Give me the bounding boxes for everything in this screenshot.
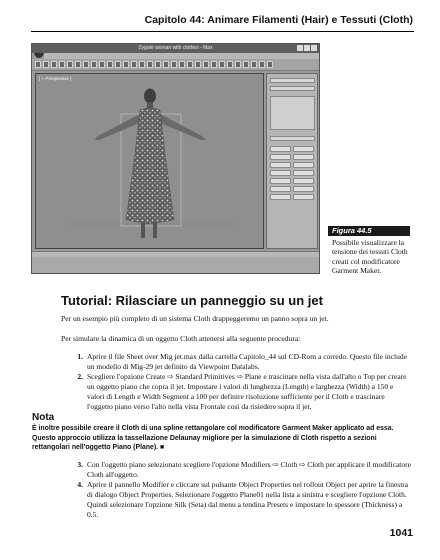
figure-screenshot: [31, 43, 320, 274]
step-number: 2.: [77, 371, 83, 381]
list-item: [70, 352, 412, 372]
note-text: È inoltre possibile creare il Cloth di una spline rettangolare col modificatore Garment Maker applicato ad essa. Questo approccio utilizza la tassellazione Delaunay migliore per la simulazione di Cloth rispetto a sezioni rettangolari nell'oggetto Piano (Plane). ■: [32, 425, 394, 451]
step-number: 1.: [77, 352, 83, 361]
page-number: 1041: [389, 527, 413, 539]
screenshot-toolbar: [32, 59, 319, 71]
step-text: Aprire il file Sheet over Mig jet.max dalla cartella Capitolo_44 sul CD-Rom a corredo. Questo file include un modello di Mig-29 jet definito da Viewpoint Datalabs.: [87, 352, 407, 371]
window-controls: [297, 45, 317, 51]
screenshot-titlebar: [32, 44, 319, 53]
step-text: Aprire il pannello Modifier e cliccare sul pulsante Object Properties nel rollout Object per aprire la finestra di dialogo Object Properties. Selezionare l'oggetto Plane01 nella lista a sinistra e scegliere l'opzione Cloth. Quindi selezionare l'opzione Silk (Seta) dal menu a tendina Presets e impostare lo spessore (Thickness) a 0.5.: [87, 479, 409, 519]
steps-list-a: [70, 352, 412, 411]
viewport-label: [ + Perspective ]: [39, 76, 72, 81]
list-item: [70, 372, 412, 412]
perspective-viewport: [35, 73, 264, 249]
command-panel: [266, 73, 318, 249]
modifier-stack: [270, 96, 315, 130]
list-item: [70, 460, 412, 480]
cloth-figure-render: [36, 74, 263, 248]
end-mark-icon: ■: [160, 444, 165, 451]
step-text: Scegliere l'opzione Create ⇨ Standard Primitives ⇨ Plane e trascinare nella vista dall'alto o Top per creare un oggetto piano che copra il jet. Impostare i valori di lunghezza (Length) e larghezza (Width) a 150 e valori di Length e Width Segment a 100 per definire risoluzione sufficiente per il Cloth e trascinare l'oggetto piano verso l'alto nella vista Frontale così da risiedere sopra il jet.: [87, 371, 407, 411]
tutorial-heading: Tutorial: Rilasciare un panneggio su un jet: [61, 293, 323, 308]
header-rule: [31, 31, 414, 32]
note-heading: Nota: [32, 412, 55, 423]
figure-caption: Possibile visualizzare la tensione dei tessuti Cloth creati col modificatore Garment Maker.: [332, 238, 408, 276]
figure-label: Figura 44.5: [328, 226, 410, 236]
chapter-header: Capitolo 44: Animare Filamenti (Hair) e Tessuti (Cloth): [144, 14, 413, 26]
step-number: 4.: [77, 479, 83, 489]
list-item: [70, 480, 412, 520]
screenshot-window-title: Zygote woman with clothes - Max: [138, 45, 213, 51]
steps-list-b: [70, 460, 412, 519]
status-bar: [32, 257, 319, 273]
step-text: Con l'oggetto piano selezionato scegliere l'opzione Modifiers ⇨ Cloth ⇨ Cloth per applicare il modificatore Cloth all'oggetto.: [87, 460, 411, 479]
tutorial-intro: Per un esempio più completo di un sistema Cloth drappeggeremo un panno sopra un jet.: [61, 314, 329, 323]
tutorial-setup: Per simulare la dinamica di un oggetto Cloth attenersi alla seguente procedura:: [61, 334, 301, 343]
step-number: 3.: [77, 460, 83, 469]
